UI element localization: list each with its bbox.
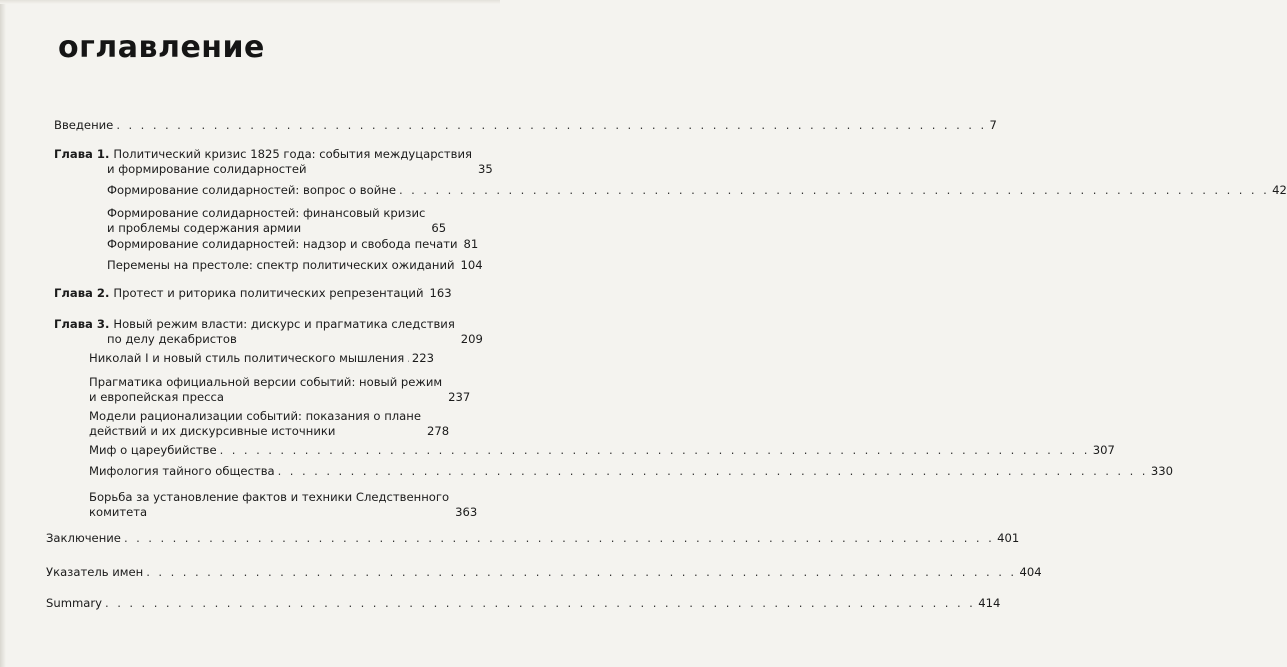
toc-page-number: 81 xyxy=(463,237,479,251)
toc-label: Миф о цареубийстве xyxy=(89,443,217,457)
toc-label-continued: действий и их дискурсивные источники xyxy=(89,424,336,438)
toc-entry-section[interactable] xyxy=(89,409,450,439)
toc-leader-dots: . . . . . . . . . . . . . . . . . . . . . . . . . . . . . . . . . . . . . . . . . . . . . . . . . . . . . . . . . . . . . . . . . . . . . . . . xyxy=(105,596,976,610)
toc-leader-dots: . . . . . . . . . . . . . . . . . . . . . . . . . . . . . . . . . . . . . . . . . . . . . . . . . . . . . . . . . . . . . . . . . . . . . . . . xyxy=(146,565,1017,579)
toc-leader-dots xyxy=(407,351,409,366)
toc-leader-dots: . . . . . . . . . . . . . . . . . . . . . . . . . . . . . . . . . . . . . . . . . . . . . . . . . . . . . . . . . . . . . . . . . . . . . . . . xyxy=(116,118,987,132)
toc-label: Протест и риторика политических репрезентаций xyxy=(113,286,424,300)
toc-entry-section[interactable] xyxy=(89,443,1115,458)
toc-page-number: 330 xyxy=(1150,464,1173,478)
toc-page-number: 163 xyxy=(429,286,452,300)
toc-page-number: 65 xyxy=(431,221,447,235)
toc-page-number: 7 xyxy=(989,118,997,132)
toc-entry-conclusion[interactable] xyxy=(46,531,1020,546)
toc-page-number: 404 xyxy=(1019,565,1042,579)
toc-entry-section[interactable] xyxy=(107,206,447,236)
toc-label: Формирование солидарностей: надзор и свобода печати xyxy=(107,237,458,251)
toc-entry-section[interactable] xyxy=(107,183,1287,198)
toc-page-number: 223 xyxy=(411,351,434,365)
toc-leader-dots: . . . . . . . . . . . . . . . . . . . . . . . . . . . . . . . . . . . . . . . . . . . . . . . . . . . . . . . . . . . . . . . . . . . . . . . . xyxy=(398,183,1270,197)
toc-page-number: 237 xyxy=(448,390,471,404)
toc-label: Борьба за установление фактов и техники Следственного xyxy=(89,490,450,504)
toc-entry-section[interactable] xyxy=(89,490,478,520)
toc-label: Николай I и новый стиль политического мышления xyxy=(89,351,405,365)
toc-entry-index[interactable] xyxy=(46,565,1042,580)
toc-leader-dots: . . . . . . . . . . . . . . . . . . . . . . . . . . . . . . . . . . . . . . . . . . . . . . . . . . . . . . . . . . . . . . . . . . . . . . . . xyxy=(277,464,1148,478)
toc-label: Введение xyxy=(54,118,114,132)
toc-entry-section[interactable] xyxy=(107,258,483,273)
toc-label: Указатель имен xyxy=(46,565,144,579)
toc-page-number: 363 xyxy=(455,505,478,519)
toc-entry-summary[interactable] xyxy=(46,596,1001,611)
toc-label-continued: комитета xyxy=(89,505,148,519)
toc-label: Заключение xyxy=(46,531,121,545)
toc-label-continued: по делу декабристов xyxy=(107,332,237,346)
toc-label: Формирование солидарностей: вопрос о войне xyxy=(107,183,396,197)
toc-entry-section[interactable] xyxy=(89,351,434,366)
toc-page-number: 414 xyxy=(978,596,1001,610)
toc-label: Summary xyxy=(46,596,103,610)
toc-page-number: 42 xyxy=(1272,183,1287,197)
toc-entry-intro[interactable] xyxy=(54,118,997,133)
toc-label: Мифология тайного общества xyxy=(89,464,275,478)
toc-label: Модели рационализации событий: показания о плане xyxy=(89,409,422,423)
toc-page-number: 35 xyxy=(478,162,493,176)
page-title: оглавление xyxy=(58,30,265,65)
toc-leader-dots: . . . . . . . . . . . . . . . . . . . . . . . . . . . . . . . . . . . . . . . . . . . . . . . . . . . . . . . . . . . . . . . . . . . . . . . . xyxy=(219,443,1090,457)
toc-chapter-number: Глава 2. xyxy=(54,286,110,300)
toc-chapter-number: Глава 3. xyxy=(54,317,110,331)
toc-entry-section[interactable] xyxy=(107,237,479,252)
toc-page-number: 104 xyxy=(460,258,483,272)
toc-label: Прагматика официальной версии событий: новый режим xyxy=(89,375,443,389)
toc-page-number: 209 xyxy=(460,332,483,346)
toc-chapter-number: Глава 1. xyxy=(54,147,110,161)
toc-label: Формирование солидарностей: финансовый кризис xyxy=(107,206,426,220)
toc-page-number: 278 xyxy=(427,424,450,438)
toc-label-continued: и проблемы содержания армии xyxy=(107,221,302,235)
toc-label-continued: и европейская пресса xyxy=(89,390,224,404)
toc-leader-dots: . . . . . . . . . . . . . . . . . . . . . . . . . . . . . . . . . . . . . . . . . . . . . . . . . . . . . . . . . . . . . . . . . . . . . . . . xyxy=(123,531,995,545)
toc-entry-chapter-3[interactable] xyxy=(54,317,483,347)
toc-entry-section[interactable] xyxy=(89,464,1173,479)
toc-entry-chapter-1[interactable] xyxy=(54,147,493,177)
toc-entry-section[interactable] xyxy=(89,375,471,405)
toc-label: Политический кризис 1825 года: события междуцарствия xyxy=(113,147,473,161)
toc-label: Новый режим власти: дискурс и прагматика следствия xyxy=(113,317,455,331)
toc-entry-chapter-2[interactable] xyxy=(54,286,452,301)
toc-page-number: 307 xyxy=(1092,443,1115,457)
toc-label: Перемены на престоле: спектр политических ожиданий xyxy=(107,258,455,272)
toc-page-number: 401 xyxy=(997,531,1020,545)
toc-label-continued: и формирование солидарностей xyxy=(107,162,307,176)
